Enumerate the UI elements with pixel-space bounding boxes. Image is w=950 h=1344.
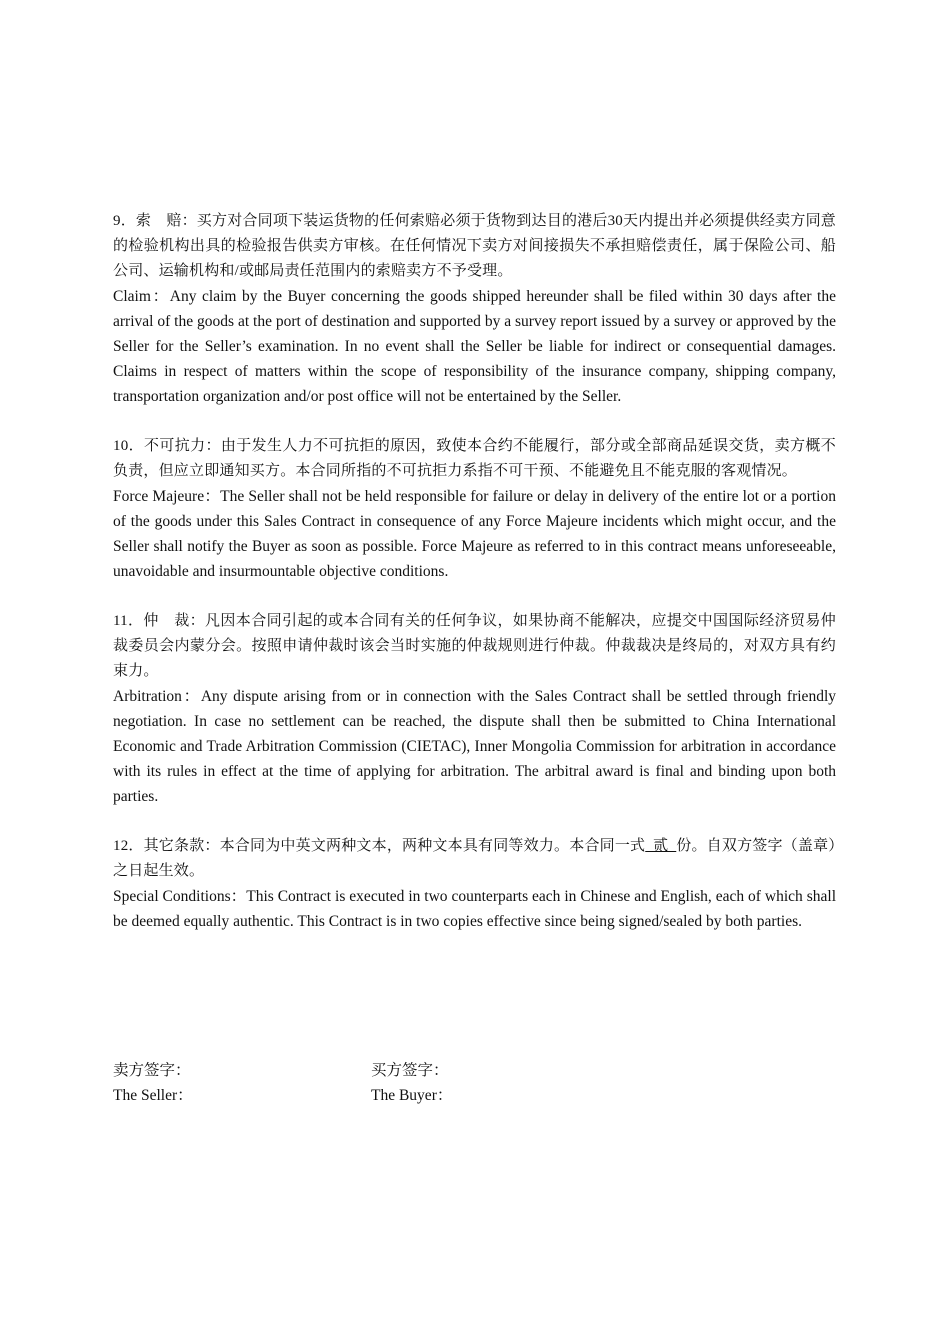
clause-special-conditions-chinese (113, 834, 836, 884)
clause-arbitration-chinese: 11．仲 裁：凡因本合同引起的或本合同有关的任何争议，如果协商不能解决，应提交中国国际经济贸易仲裁委员会内蒙分会。按照申请仲裁时该会当时实施的仲裁规则进行仲裁。仲裁裁决是终局的，对双方具有约束力。 (113, 613, 836, 679)
special-conditions-text-after: 份。自双方签字（盖章）之日起生效。 (113, 838, 836, 879)
seller-signature-label-zh: 卖方签字： (113, 1062, 191, 1079)
signature-block (113, 1058, 836, 1108)
seller-signature-label-en: The Seller： (113, 1087, 193, 1104)
buyer-signature-label-zh: 买方签字： (371, 1062, 449, 1079)
clause-claim-chinese: 9．索 赔：买方对合同项下装运货物的任何索赔必须于货物到达目的港后30天内提出并必须提供经卖方同意的检验机构出具的检验报告供卖方审核。在任何情况下卖方对间接损失不承担赔偿责任，属于保险公司、船公司、运输机构和/或邮局责任范围内的索赔卖方不予受理。 (113, 213, 836, 279)
clause-force-majeure (113, 434, 836, 584)
clause-claim-english: Claim：Any claim by the Buyer concerning the goods shipped hereunder shall be filed within 30 days after the arrival of the goods at the port of destination and supported by a survey report issued by a survey or approved by the Seller for the Seller’s examination. In no event shall the Seller be liable for indirect or consequential damages. Claims in respect of matters within the scope of responsibility of the insurance company, shipping company, transportation organization and/or post office will not be entertained by the Seller. (113, 288, 836, 405)
clause-claim (113, 209, 836, 409)
clause-force-majeure-chinese: 10．不可抗力：由于发生人力不可抗拒的原因，致使本合约不能履行，部分或全部商品延误交货，卖方概不负责，但应立即通知买方。本合同所指的不可抗拒力系指不可干预、不能避免且不能克服的客观情况。 (113, 438, 836, 479)
signature-row-english (113, 1083, 836, 1108)
copies-count-field: 贰 (645, 838, 677, 854)
contract-clauses (113, 209, 836, 959)
clause-force-majeure-english: Force Majeure：The Seller shall not be held responsible for failure or delay in delivery of the entire lot or a portion of the goods under this Sales Contract in consequence of any Force Majeure incidents which might occur, and the Seller shall notify the Buyer as soon as possible. Force Majeure as referred to in this contract means unforeseeable, unavoidable and insurmountable objective conditions. (113, 488, 836, 580)
special-conditions-text-before: 12．其它条款：本合同为中英文两种文本，两种文本具有同等效力。本合同一式 (113, 838, 646, 854)
clause-arbitration (113, 609, 836, 809)
clause-arbitration-english: Arbitration：Any dispute arising from or in connection with the Sales Contract shall be settled through friendly negotiation. In case no settlement can be reached, the dispute shall then be submitted to China International Economic and Trade Arbitration Commission (CIETAC), Inner Mongolia Commission for arbitration in accordance with its rules in effect at the time of applying for arbitration. The arbitral award is final and binding upon both parties. (113, 688, 836, 805)
signature-row-chinese (113, 1058, 836, 1083)
buyer-signature-label-en: The Buyer： (371, 1087, 453, 1104)
clause-special-conditions-english: Special Conditions：This Contract is executed in two counterparts each in Chinese and English, each of which shall be deemed equally authentic. This Contract is in two copies effective since being signed/sealed by both parties. (113, 888, 836, 930)
clause-special-conditions (113, 834, 836, 934)
